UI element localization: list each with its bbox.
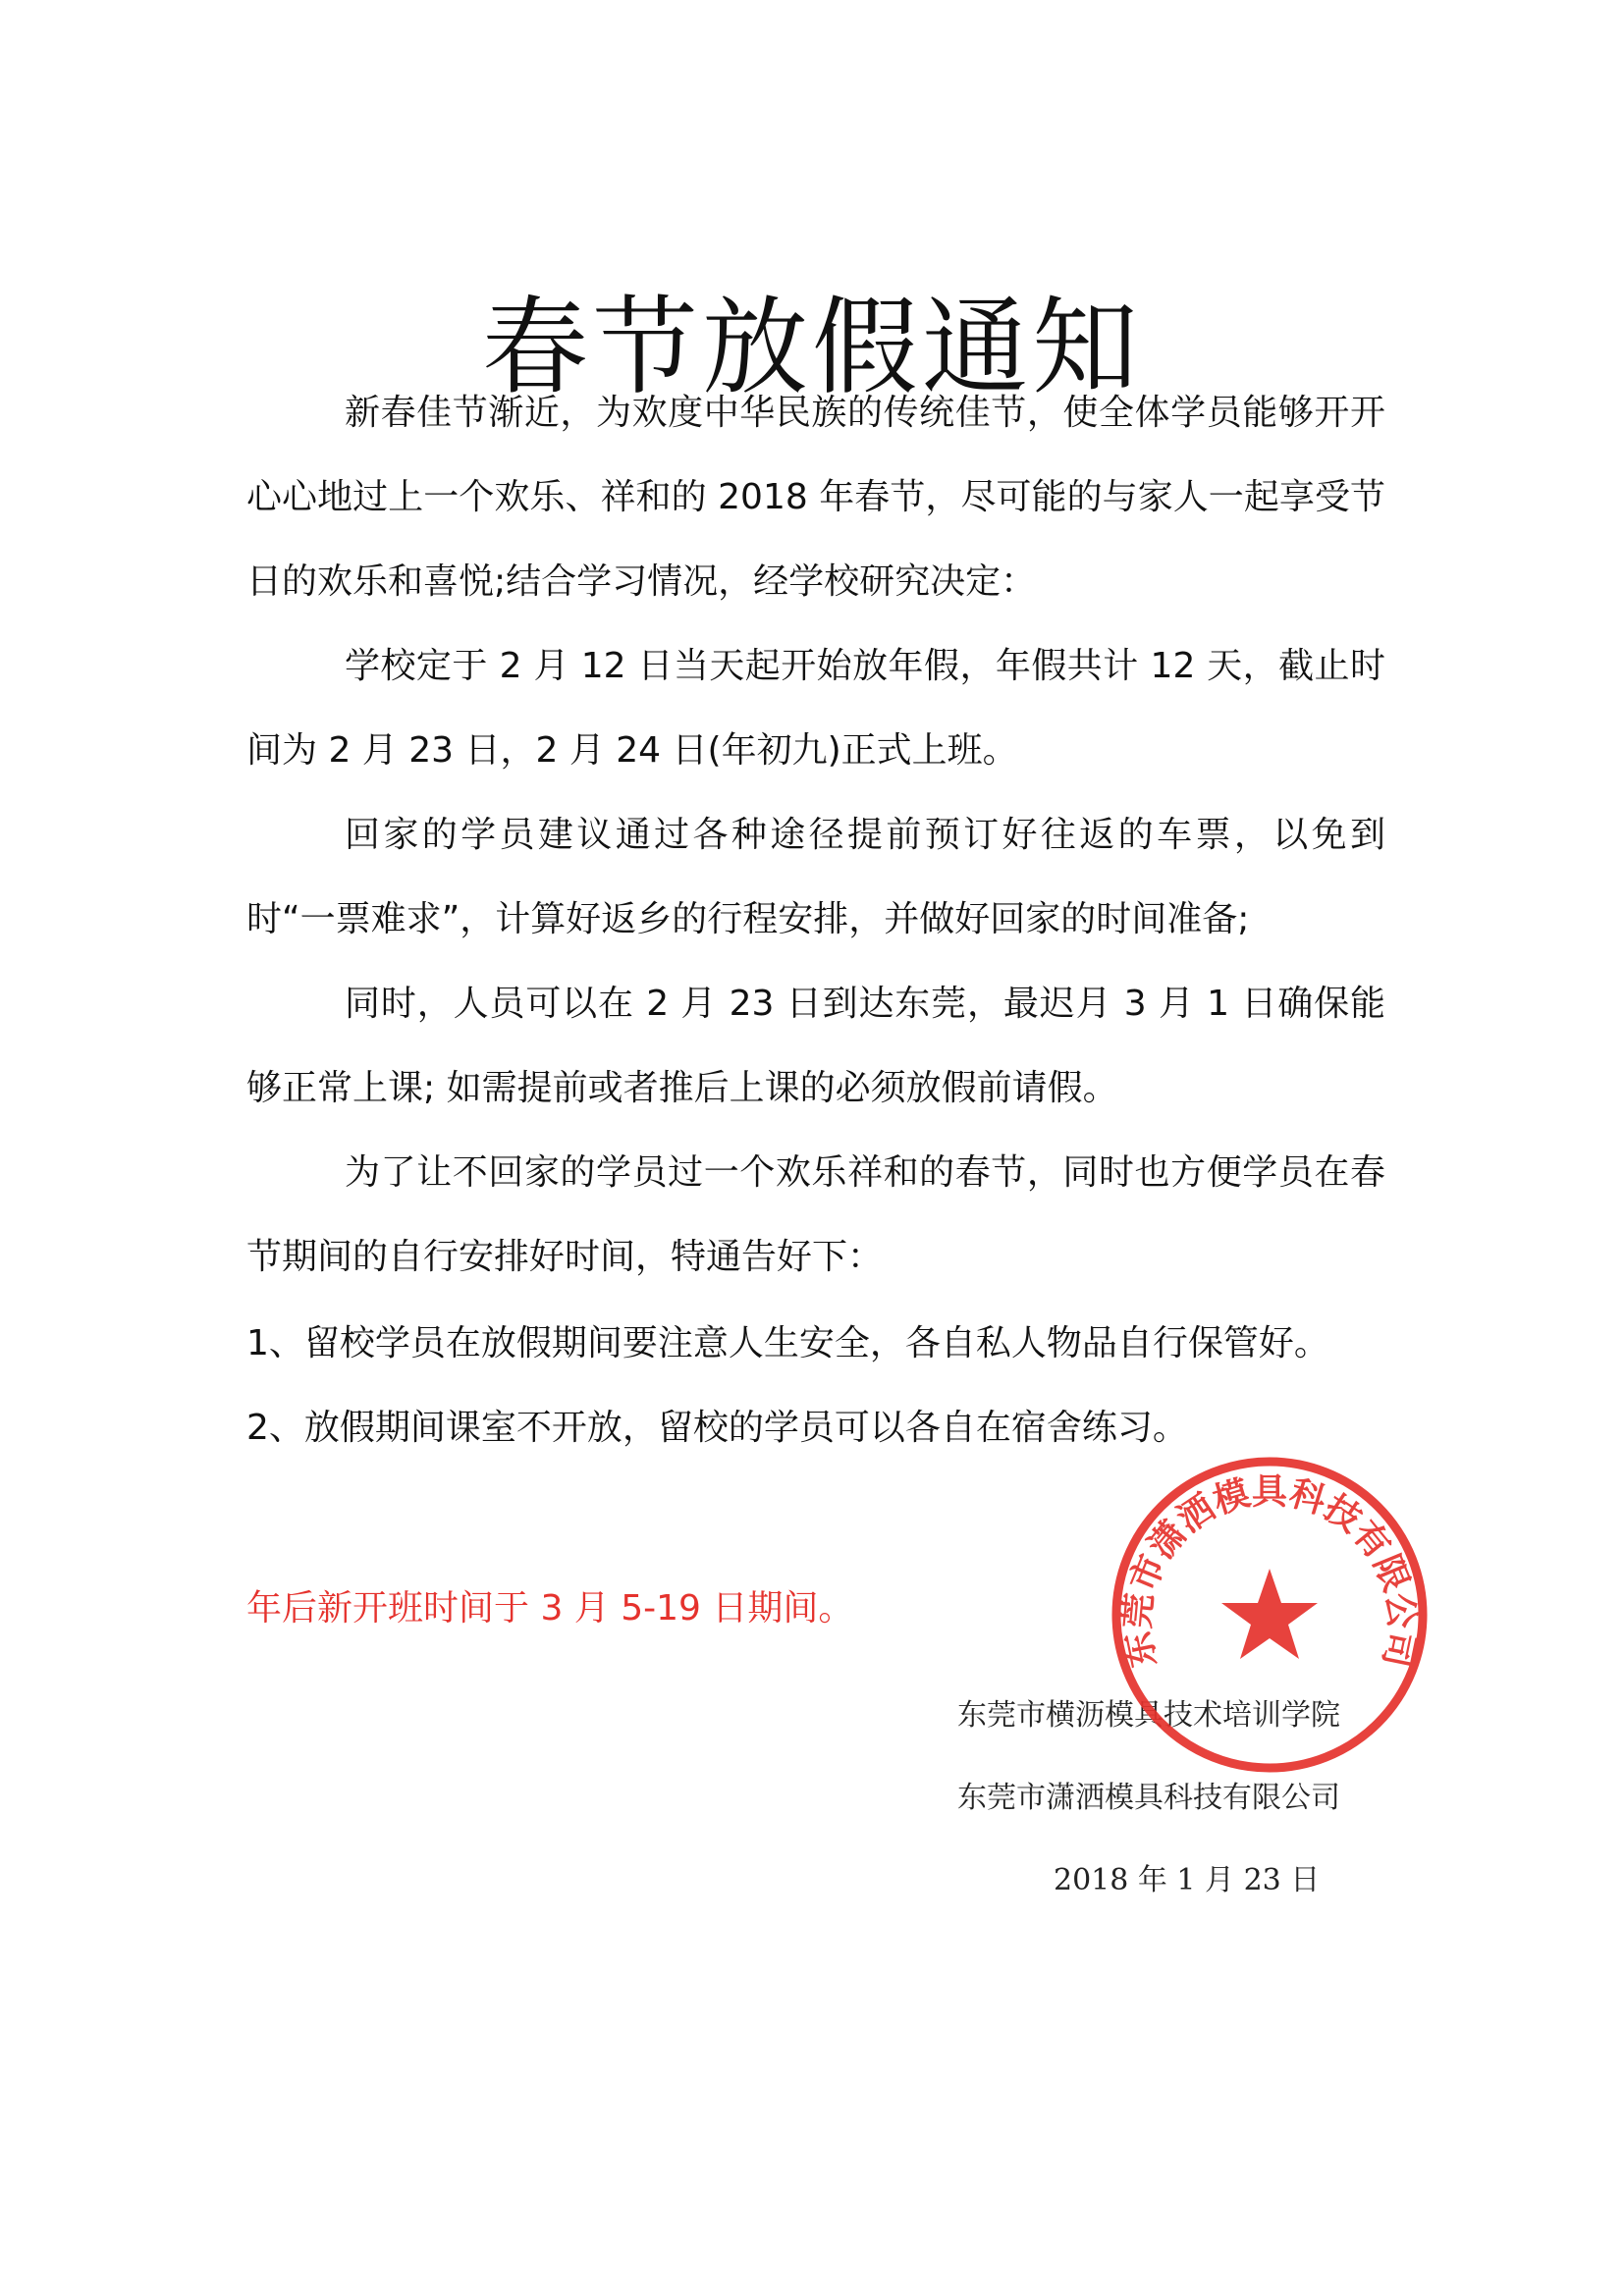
seal-text: 东莞市潇洒模具科技有限公司 <box>1115 1470 1424 1672</box>
seal-star-icon <box>1221 1569 1318 1659</box>
list-item: 2、放假期间课室不开放，留校的学员可以各自在宿舍练习。 <box>246 1408 1188 1448</box>
paragraph-intro: 新春佳节渐近，为欢度中华民族的传统佳节，使全体学员能够开开心心地过上一个欢乐、祥和的 2018 年春节，尽可能的与家人一起享受节日的欢乐和喜悦;结合学习情况，经学校研究决定： <box>246 393 1385 602</box>
signature-org-academy: 东莞市横沥模具技术培训学院 <box>957 1698 1340 1733</box>
paragraph-stay-notice: 为了让不回家的学员过一个欢乐祥和的春节，同时也方便学员在春节期间的自行安排好时间，特通告好下： <box>246 1152 1385 1277</box>
paragraph-travel-advice: 回家的学员建议通过各种途径提前预订好往返的车票，以免到时“一票难求”，计算好返乡的行程安排，并做好回家的时间准备; <box>246 815 1385 939</box>
paragraph-return-date: 同时，人员可以在 2 月 23 日到达东莞，最迟月 3 月 1 日确保能够正常上课; 如需提前或者推后上课的必须放假前请假。 <box>246 984 1385 1108</box>
company-seal-icon <box>1108 1453 1432 1777</box>
list-item: 1、留校学员在放假期间要注意人生安全，各自私人物品自行保管好。 <box>246 1323 1329 1363</box>
new-class-notice: 年后新开班时间于 3 月 5-19 日期间。 <box>246 1588 854 1629</box>
signature-org-company: 东莞市潇洒模具科技有限公司 <box>957 1781 1340 1815</box>
paragraph-holiday-dates: 学校定于 2 月 12 日当天起开始放年假，年假共计 12 天，截止时间为 2 月 23 日，2 月 24 日(年初九)正式上班。 <box>246 646 1385 771</box>
signature-date: 2018 年 1 月 23 日 <box>1054 1863 1321 1897</box>
page-title: 春节放假通知 <box>481 287 1142 410</box>
